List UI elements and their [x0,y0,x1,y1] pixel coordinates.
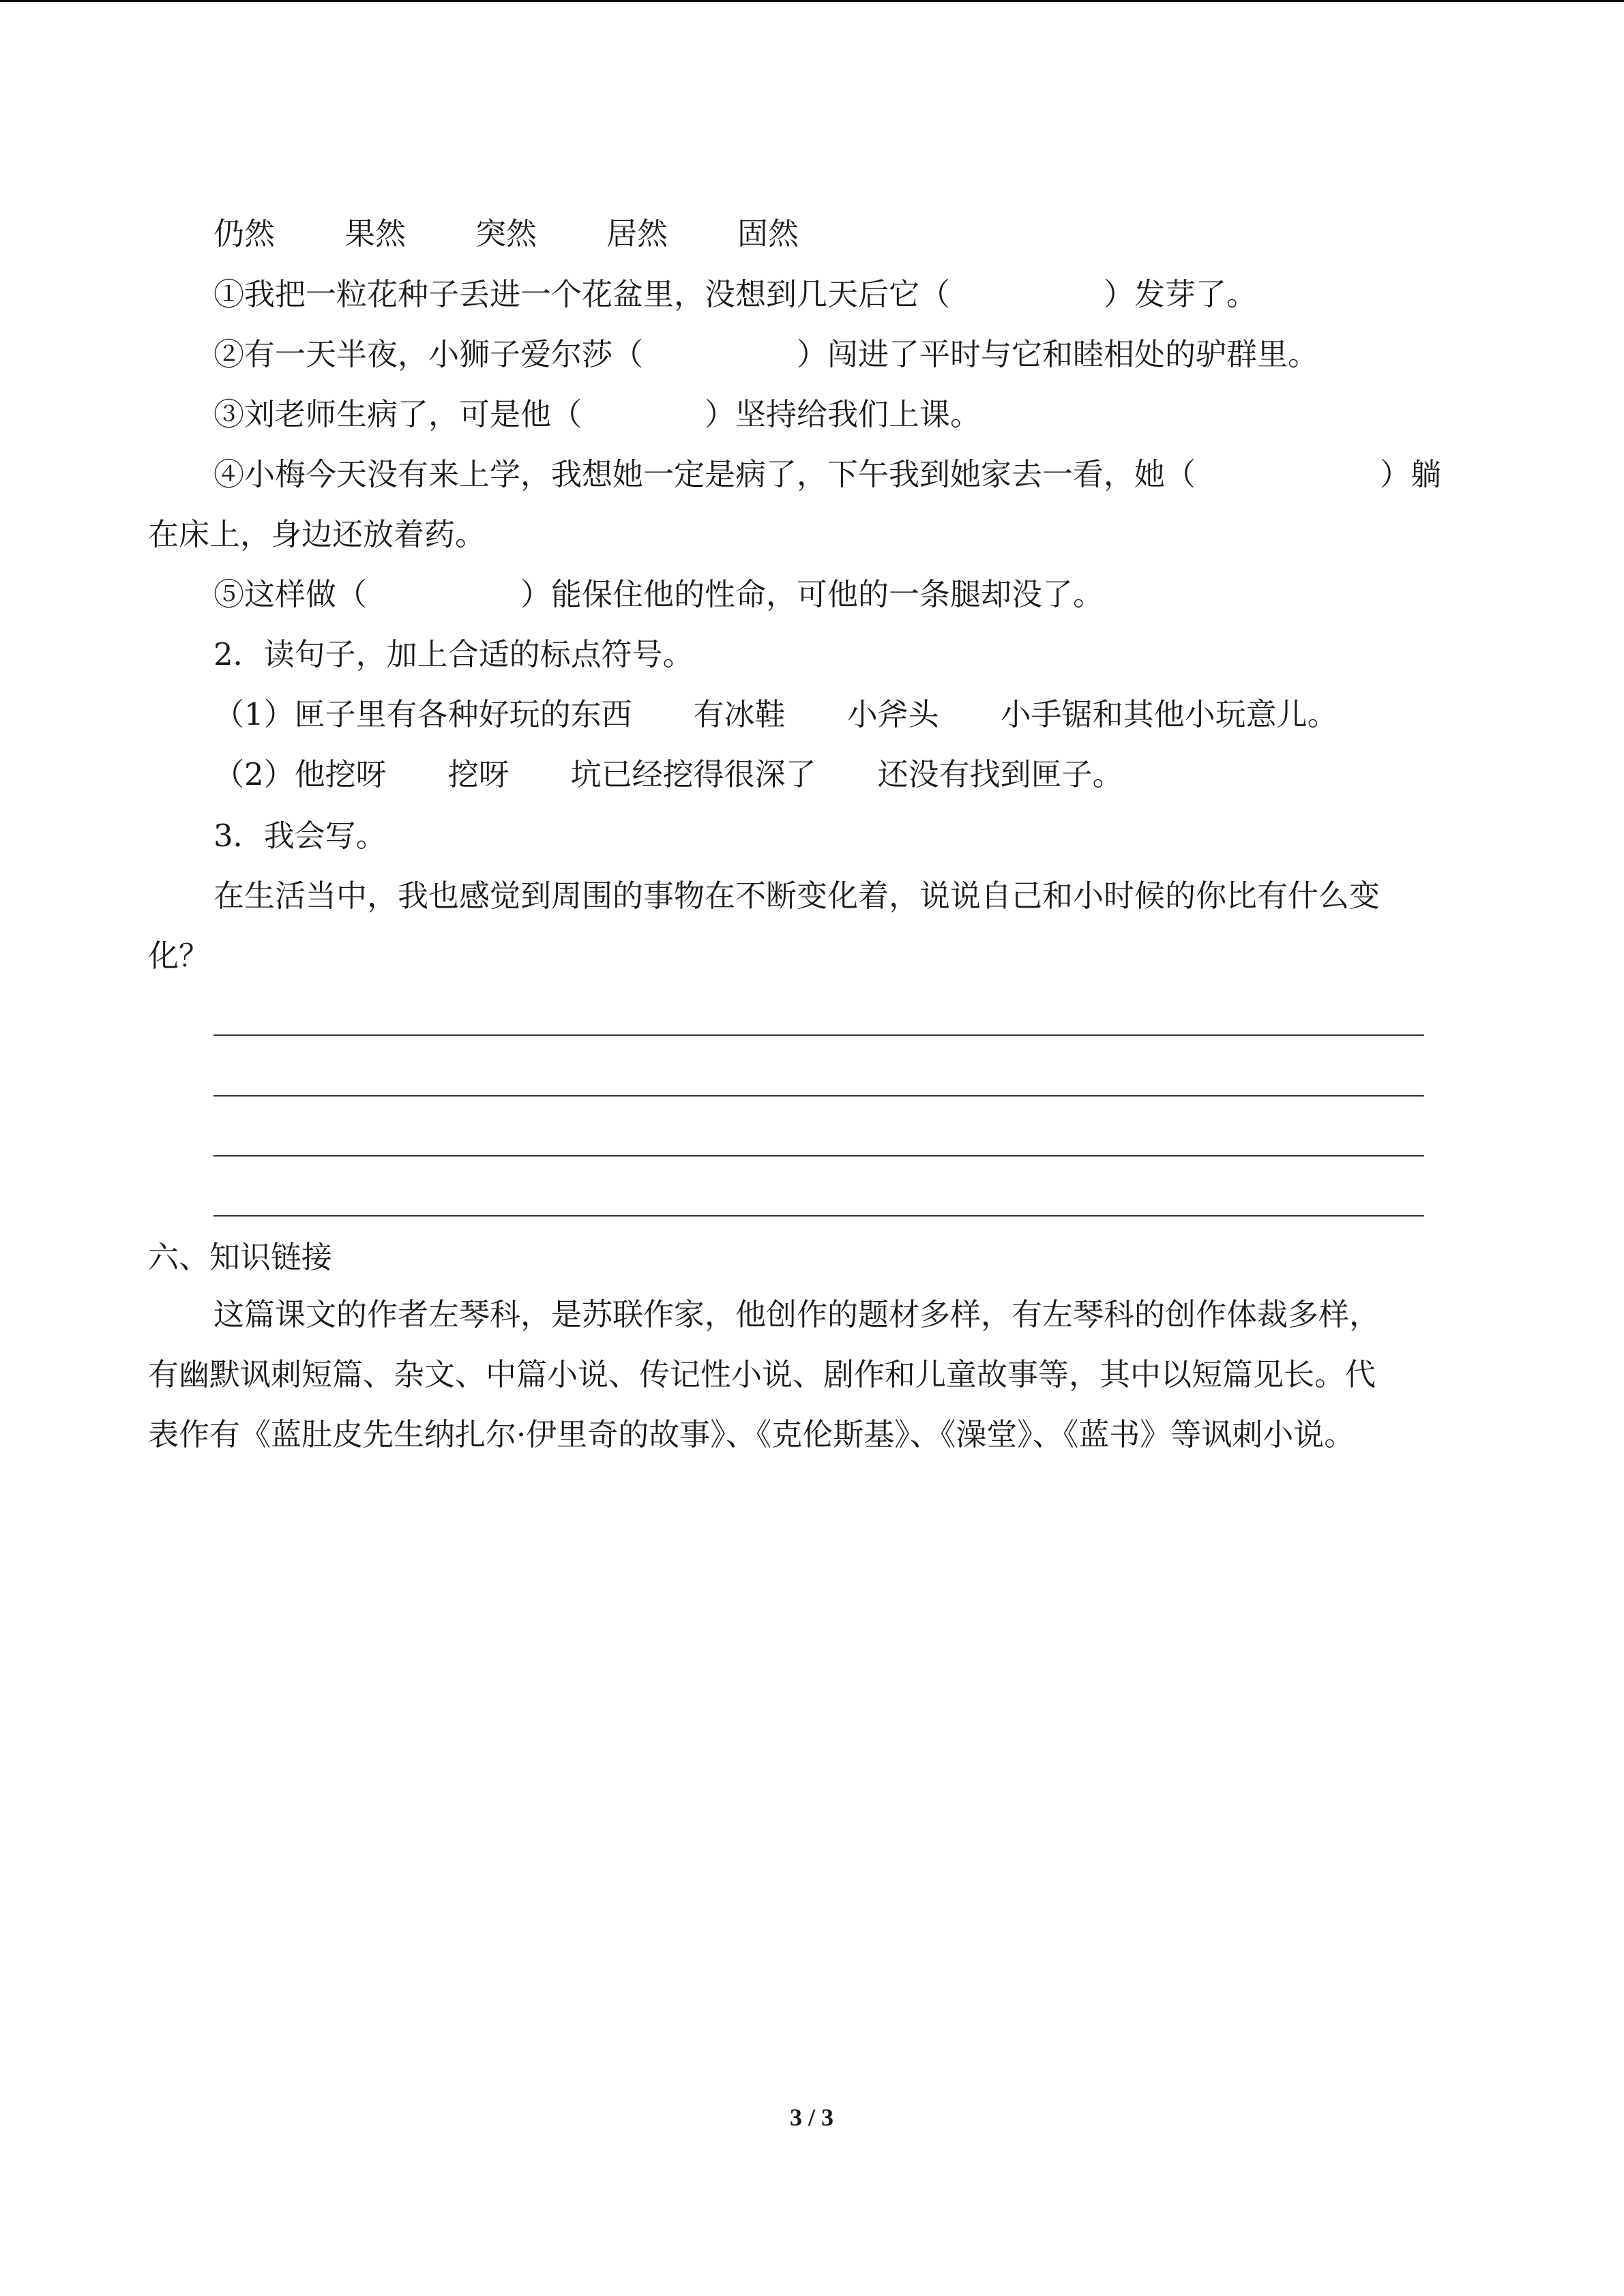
punctuation-sentence-2: （2）他挖呀 挖呀 坑已经挖得很深了 还没有找到匣子。 [213,756,1123,792]
answer-line [213,1034,1424,1036]
fill-blank-question-4: ④小梅今天没有来上学，我想她一定是病了，下午我到她家去一看，她（ ）躺 [213,456,1442,492]
option-word: 固然 [737,215,799,252]
answer-line [213,1095,1424,1097]
punctuation-heading: 2．读句子，加上合适的标点符号。 [213,636,694,672]
writing-prompt: 在生活当中，我也感觉到周围的事物在不断变化着，说说自己和小时候的你比有什么变 [213,878,1381,914]
option-word: 果然 [344,215,407,252]
fill-blank-question-4-continued: 在床上，身边还放着药。 [148,516,486,552]
fill-blank-question-3: ③刘老师生病了，可是他（ ）坚持给我们上课。 [213,396,981,432]
answer-line [213,1215,1424,1217]
option-word: 仍然 [213,215,276,252]
fill-blank-question-1: ①我把一粒花种子丢进一个花盆里，没想到几天后它（ ）发芽了。 [213,276,1258,312]
knowledge-paragraph-line: 这篇课文的作者左琴科，是苏联作家，他创作的题材多样，有左琴科的创作体裁多样， [213,1296,1381,1332]
option-word: 突然 [475,215,537,252]
knowledge-paragraph-line: 表作有《蓝肚皮先生纳扎尔·伊里奇的故事》、《克伦斯基》、《澡堂》、《蓝书》等讽刺小说。 [148,1416,1355,1452]
fill-blank-question-5: ⑤这样做（ ）能保住他的性命，可他的一条腿却没了。 [213,576,1104,612]
writing-heading: 3．我会写。 [213,818,387,854]
page-number: 3 / 3 [789,2104,833,2131]
answer-line [213,1155,1424,1157]
page-top-border [0,0,1624,2]
writing-prompt-continued: 化？ [148,938,210,974]
section-heading: 六、知识链接 [148,1239,333,1275]
knowledge-paragraph-line: 有幽默讽刺短篇、杂文、中篇小说、传记性小说、剧作和儿童故事等，其中以短篇见长。代 [148,1356,1376,1392]
punctuation-sentence-1: （1）匣子里有各种好玩的东西 有冰鞋 小斧头 小手锯和其他小玩意儿。 [213,696,1338,732]
fill-blank-question-2: ②有一天半夜，小狮子爱尔莎（ ）闯进了平时与它和睦相处的驴群里。 [213,336,1319,372]
option-word: 居然 [606,215,668,252]
